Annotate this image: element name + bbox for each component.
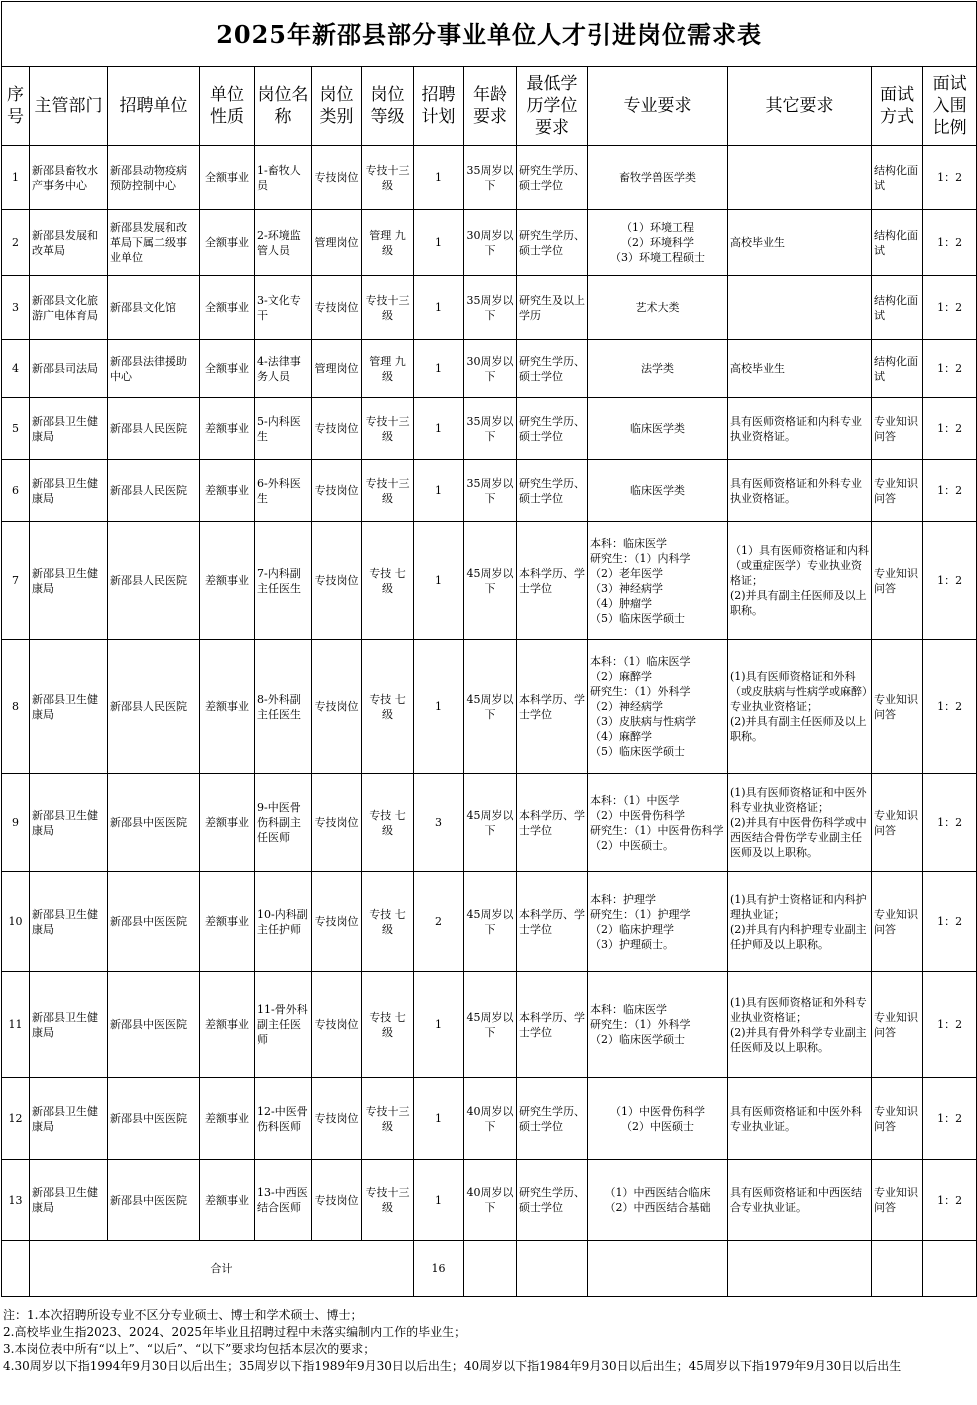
row-post-type: 专技岗位 [312, 398, 362, 460]
row-edu: 研究生学历、硕士学位 [517, 460, 588, 522]
table-row [2, 972, 977, 1078]
row-seq: 4 [2, 340, 30, 398]
row-post-type: 专技岗位 [312, 276, 362, 340]
header-dept: 主管部门 [30, 67, 108, 146]
row-post-type: 专技岗位 [312, 146, 362, 210]
row-ratio: 1：2 [923, 1160, 977, 1241]
row-unit: 新邵县法律援助中心 [108, 340, 200, 398]
recruitment-table-wrapper [1, 1, 976, 1297]
row-plan: 1 [414, 972, 464, 1078]
total-empty [872, 1241, 923, 1297]
row-interview: 结构化面试 [872, 146, 923, 210]
row-post-level: 管理 九级 [362, 210, 414, 276]
row-plan: 2 [414, 872, 464, 972]
header-other: 其它要求 [728, 67, 872, 146]
total-empty [517, 1241, 588, 1297]
row-nature: 差额事业 [200, 640, 255, 774]
row-nature: 差额事业 [200, 872, 255, 972]
row-post-level: 专技十三级 [362, 1160, 414, 1241]
row-post-type: 专技岗位 [312, 460, 362, 522]
recruitment-table [1, 1, 977, 1297]
header-age: 年龄要求 [464, 67, 517, 146]
row-interview: 专业知识问答 [872, 972, 923, 1078]
row-unit: 新邵县人民医院 [108, 522, 200, 640]
row-post-level: 专技 七级 [362, 872, 414, 972]
header-unit: 招聘单位 [108, 67, 200, 146]
row-unit: 新邵县中医医院 [108, 774, 200, 872]
row-major: 法学类 [588, 340, 728, 398]
row-unit: 新邵县中医医院 [108, 972, 200, 1078]
row-other: 具有医师资格证和中西医结合专业执业证。 [728, 1160, 872, 1241]
row-age: 35周岁以下 [464, 460, 517, 522]
row-plan: 1 [414, 340, 464, 398]
header-post-name: 岗位名称 [255, 67, 312, 146]
row-dept: 新邵县卫生健康局 [30, 872, 108, 972]
header-post-level: 岗位等级 [362, 67, 414, 146]
total-row [2, 1241, 977, 1297]
row-dept: 新邵县畜牧水产事务中心 [30, 146, 108, 210]
row-nature: 差额事业 [200, 774, 255, 872]
row-post-type: 管理岗位 [312, 210, 362, 276]
table-row [2, 872, 977, 972]
row-age: 40周岁以下 [464, 1078, 517, 1160]
row-ratio: 1：2 [923, 872, 977, 972]
row-ratio: 1：2 [923, 972, 977, 1078]
note-line: 注：1.本次招聘所设专业不区分专业硕士、博士和学术硕士、博士； [3, 1308, 363, 1322]
row-dept: 新邵县卫生健康局 [30, 522, 108, 640]
row-seq: 3 [2, 276, 30, 340]
row-post-type: 专技岗位 [312, 522, 362, 640]
row-seq: 8 [2, 640, 30, 774]
row-post-level: 专技十三级 [362, 1078, 414, 1160]
row-post-type: 管理岗位 [312, 340, 362, 398]
row-other: （1）具有医师资格证和内科（或重症医学）专业执业资格证； (2)并具有副主任医师及以上职称。 [728, 522, 872, 640]
row-age: 45周岁以下 [464, 640, 517, 774]
row-major: 本科：护理学 研究生：（1）护理学 （2）临床护理学 （3）护理硕士。 [588, 872, 728, 972]
row-nature: 差额事业 [200, 1078, 255, 1160]
row-edu: 研究生学历、硕士学位 [517, 146, 588, 210]
row-major: 畜牧学兽医学类 [588, 146, 728, 210]
header-post-type: 岗位类别 [312, 67, 362, 146]
row-plan: 1 [414, 210, 464, 276]
row-other: 具有医师资格证和外科专业执业资格证。 [728, 460, 872, 522]
row-interview: 专业知识问答 [872, 640, 923, 774]
row-major: （1）环境工程 （2）环境科学 （3）环境工程硕士 [588, 210, 728, 276]
row-post-level: 专技十三级 [362, 146, 414, 210]
row-unit: 新邵县人民医院 [108, 398, 200, 460]
row-dept: 新邵县卫生健康局 [30, 1078, 108, 1160]
row-nature: 差额事业 [200, 522, 255, 640]
row-seq: 6 [2, 460, 30, 522]
row-ratio: 1：2 [923, 640, 977, 774]
total-empty [464, 1241, 517, 1297]
row-nature: 差额事业 [200, 1160, 255, 1241]
total-empty [728, 1241, 872, 1297]
table-row [2, 640, 977, 774]
table-row [2, 276, 977, 340]
row-unit: 新邵县中医医院 [108, 872, 200, 972]
row-interview: 专业知识问答 [872, 1078, 923, 1160]
row-seq: 5 [2, 398, 30, 460]
row-plan: 1 [414, 398, 464, 460]
row-post-level: 专技 七级 [362, 522, 414, 640]
row-post-level: 专技十三级 [362, 398, 414, 460]
row-post-name: 3-文化专干 [255, 276, 312, 340]
row-edu: 本科学历、学士学位 [517, 972, 588, 1078]
row-major: 艺术大类 [588, 276, 728, 340]
row-dept: 新邵县卫生健康局 [30, 1160, 108, 1241]
row-major: 本科：临床医学 研究生：（1）内科学 （2）老年医学 （3）神经病学 （4）肿瘤学 （5）临床医学硕士 [588, 522, 728, 640]
row-interview: 结构化面试 [872, 210, 923, 276]
row-interview: 专业知识问答 [872, 460, 923, 522]
row-dept: 新邵县卫生健康局 [30, 774, 108, 872]
row-seq: 11 [2, 972, 30, 1078]
row-age: 35周岁以下 [464, 398, 517, 460]
row-seq: 13 [2, 1160, 30, 1241]
table-row [2, 522, 977, 640]
row-post-name: 1-畜牧人员 [255, 146, 312, 210]
row-age: 45周岁以下 [464, 522, 517, 640]
header-ratio: 面试入围比例 [923, 67, 977, 146]
row-post-type: 专技岗位 [312, 774, 362, 872]
row-nature: 差额事业 [200, 460, 255, 522]
row-unit: 新邵县发展和改革局下属二级事业单位 [108, 210, 200, 276]
row-nature: 全额事业 [200, 210, 255, 276]
row-other: 高校毕业生 [728, 340, 872, 398]
row-other: (1)具有医师资格证和外科（或皮肤病与性病学或麻醉）专业执业资格证； (2)并具有副主任医师及以上职称。 [728, 640, 872, 774]
row-interview: 专业知识问答 [872, 398, 923, 460]
header-nature: 单位性质 [200, 67, 255, 146]
note-line: 4.30周岁以下指1994年9月30日以后出生；35周岁以下指1989年9月30日以后出生；40周岁以下指1984年9月30日以后出生；45周岁以下指1979年9月30日以后出生 [3, 1359, 902, 1373]
row-major: （1）中医骨伤科学 （2）中医硕士 [588, 1078, 728, 1160]
row-post-name: 11-骨外科副主任医师 [255, 972, 312, 1078]
row-post-name: 12-中医骨伤科医师 [255, 1078, 312, 1160]
row-post-name: 10-内科副主任护师 [255, 872, 312, 972]
row-other: 具有医师资格证和中医外科专业执业证。 [728, 1078, 872, 1160]
row-major: 本科：（1）中医学 （2）中医骨伤科学 研究生：（1）中医骨伤科学 （2）中医硕士。 [588, 774, 728, 872]
row-post-name: 4-法律事务人员 [255, 340, 312, 398]
row-ratio: 1：2 [923, 210, 977, 276]
row-nature: 全额事业 [200, 146, 255, 210]
row-dept: 新邵县发展和改革局 [30, 210, 108, 276]
row-plan: 1 [414, 276, 464, 340]
row-plan: 1 [414, 146, 464, 210]
table-row [2, 210, 977, 276]
row-major: 本科：（1）临床医学 （2）麻醉学 研究生：（1）外科学 （2）神经病学 （3）皮肤病与性病学 （4）麻醉学 （5）临床医学硕士 [588, 640, 728, 774]
row-post-type: 专技岗位 [312, 1078, 362, 1160]
row-interview: 结构化面试 [872, 276, 923, 340]
row-plan: 1 [414, 1160, 464, 1241]
row-major: （1）中西医结合临床 （2）中西医结合基础 [588, 1160, 728, 1241]
row-major: 本科：临床医学 研究生：（1）外科学 （2）临床医学硕士 [588, 972, 728, 1078]
row-major: 临床医学类 [588, 398, 728, 460]
row-post-name: 5-内科医生 [255, 398, 312, 460]
row-nature: 全额事业 [200, 276, 255, 340]
row-interview: 专业知识问答 [872, 774, 923, 872]
row-plan: 1 [414, 460, 464, 522]
row-post-type: 专技岗位 [312, 972, 362, 1078]
row-post-level: 专技 七级 [362, 640, 414, 774]
total-empty [923, 1241, 977, 1297]
row-unit: 新邵县动物疫病预防控制中心 [108, 146, 200, 210]
row-post-level: 专技十三级 [362, 460, 414, 522]
row-post-name: 8-外科副主任医生 [255, 640, 312, 774]
row-post-type: 专技岗位 [312, 1160, 362, 1241]
row-age: 45周岁以下 [464, 872, 517, 972]
row-other: (1)具有医师资格证和外科专业执业资格证； (2)并具有骨外科学专业副主任医师及以上职称。 [728, 972, 872, 1078]
row-edu: 本科学历、学士学位 [517, 872, 588, 972]
row-dept: 新邵县卫生健康局 [30, 972, 108, 1078]
row-unit: 新邵县中医医院 [108, 1160, 200, 1241]
notes-section [3, 1307, 973, 1375]
row-ratio: 1：2 [923, 398, 977, 460]
row-dept: 新邵县卫生健康局 [30, 460, 108, 522]
total-empty [588, 1241, 728, 1297]
header-edu: 最低学历学位要求 [517, 67, 588, 146]
row-plan: 1 [414, 640, 464, 774]
row-dept: 新邵县文化旅游广电体育局 [30, 276, 108, 340]
row-dept: 新邵县卫生健康局 [30, 398, 108, 460]
row-age: 45周岁以下 [464, 774, 517, 872]
row-post-name: 9-中医骨伤科副主任医师 [255, 774, 312, 872]
row-other [728, 146, 872, 210]
row-post-level: 专技 七级 [362, 972, 414, 1078]
row-age: 40周岁以下 [464, 1160, 517, 1241]
total-label: 合计 [30, 1241, 414, 1297]
table-row [2, 340, 977, 398]
row-nature: 差额事业 [200, 398, 255, 460]
row-dept: 新邵县卫生健康局 [30, 640, 108, 774]
row-edu: 本科学历、学士学位 [517, 522, 588, 640]
total-empty [2, 1241, 30, 1297]
row-plan: 1 [414, 1078, 464, 1160]
row-ratio: 1：2 [923, 522, 977, 640]
row-age: 30周岁以下 [464, 210, 517, 276]
row-post-name: 7-内科副主任医生 [255, 522, 312, 640]
row-edu: 研究生学历、硕士学位 [517, 210, 588, 276]
row-ratio: 1：2 [923, 1078, 977, 1160]
row-unit: 新邵县中医医院 [108, 1078, 200, 1160]
row-major: 临床医学类 [588, 460, 728, 522]
table-row [2, 460, 977, 522]
header-row [2, 67, 977, 146]
row-interview: 专业知识问答 [872, 1160, 923, 1241]
row-post-level: 专技 七级 [362, 774, 414, 872]
row-ratio: 1：2 [923, 340, 977, 398]
row-unit: 新邵县文化馆 [108, 276, 200, 340]
header-interview: 面试方式 [872, 67, 923, 146]
row-ratio: 1：2 [923, 774, 977, 872]
row-edu: 研究生学历、硕士学位 [517, 1078, 588, 1160]
row-post-level: 专技十三级 [362, 276, 414, 340]
row-interview: 专业知识问答 [872, 872, 923, 972]
note-line: 2.高校毕业生指2023、2024、2025年毕业且招聘过程中未落实编制内工作的毕业生； [3, 1325, 467, 1339]
row-other: (1)具有护士资格证和内科护理执业证； (2)并具有内科护理专业副主任护师及以上职称。 [728, 872, 872, 972]
row-other: 高校毕业生 [728, 210, 872, 276]
row-interview: 专业知识问答 [872, 522, 923, 640]
row-post-name: 13-中西医结合医师 [255, 1160, 312, 1241]
row-edu: 研究生学历、硕士学位 [517, 340, 588, 398]
row-edu: 研究生学历、硕士学位 [517, 398, 588, 460]
row-seq: 7 [2, 522, 30, 640]
table-row [2, 1078, 977, 1160]
row-seq: 1 [2, 146, 30, 210]
row-other: (1)具有医师资格证和中医外科专业执业资格证； (2)并具有中医骨伤科学或中西医结合骨伤学专业副主任医师及以上职称。 [728, 774, 872, 872]
page-title: 2025年新邵县部分事业单位人才引进岗位需求表 [2, 2, 977, 67]
row-edu: 本科学历、学士学位 [517, 640, 588, 774]
row-ratio: 1：2 [923, 460, 977, 522]
table-row [2, 1160, 977, 1241]
header-plan: 招聘计划 [414, 67, 464, 146]
note-line: 3.本岗位表中所有“以上”、“以后”、“以下”要求均包括本层次的要求； [3, 1342, 376, 1356]
total-plan: 16 [414, 1241, 464, 1297]
row-ratio: 1：2 [923, 276, 977, 340]
row-post-name: 6-外科医生 [255, 460, 312, 522]
table-row [2, 398, 977, 460]
row-other [728, 276, 872, 340]
row-post-name: 2-环境监管人员 [255, 210, 312, 276]
row-interview: 结构化面试 [872, 340, 923, 398]
row-nature: 全额事业 [200, 340, 255, 398]
row-age: 35周岁以下 [464, 276, 517, 340]
row-edu: 研究生及以上学历 [517, 276, 588, 340]
table-row [2, 146, 977, 210]
row-edu: 研究生学历、硕士学位 [517, 1160, 588, 1241]
row-ratio: 1：2 [923, 146, 977, 210]
row-seq: 9 [2, 774, 30, 872]
row-post-level: 管理 九级 [362, 340, 414, 398]
table-row [2, 774, 977, 872]
row-seq: 10 [2, 872, 30, 972]
row-unit: 新邵县人民医院 [108, 640, 200, 774]
row-seq: 12 [2, 1078, 30, 1160]
row-age: 35周岁以下 [464, 146, 517, 210]
row-other: 具有医师资格证和内科专业执业资格证。 [728, 398, 872, 460]
row-seq: 2 [2, 210, 30, 276]
row-plan: 3 [414, 774, 464, 872]
row-age: 30周岁以下 [464, 340, 517, 398]
row-edu: 本科学历、学士学位 [517, 774, 588, 872]
row-nature: 差额事业 [200, 972, 255, 1078]
row-plan: 1 [414, 522, 464, 640]
row-dept: 新邵县司法局 [30, 340, 108, 398]
row-post-type: 专技岗位 [312, 640, 362, 774]
row-post-type: 专技岗位 [312, 872, 362, 972]
header-major: 专业要求 [588, 67, 728, 146]
row-age: 45周岁以下 [464, 972, 517, 1078]
header-seq: 序号 [2, 67, 30, 146]
row-unit: 新邵县人民医院 [108, 460, 200, 522]
